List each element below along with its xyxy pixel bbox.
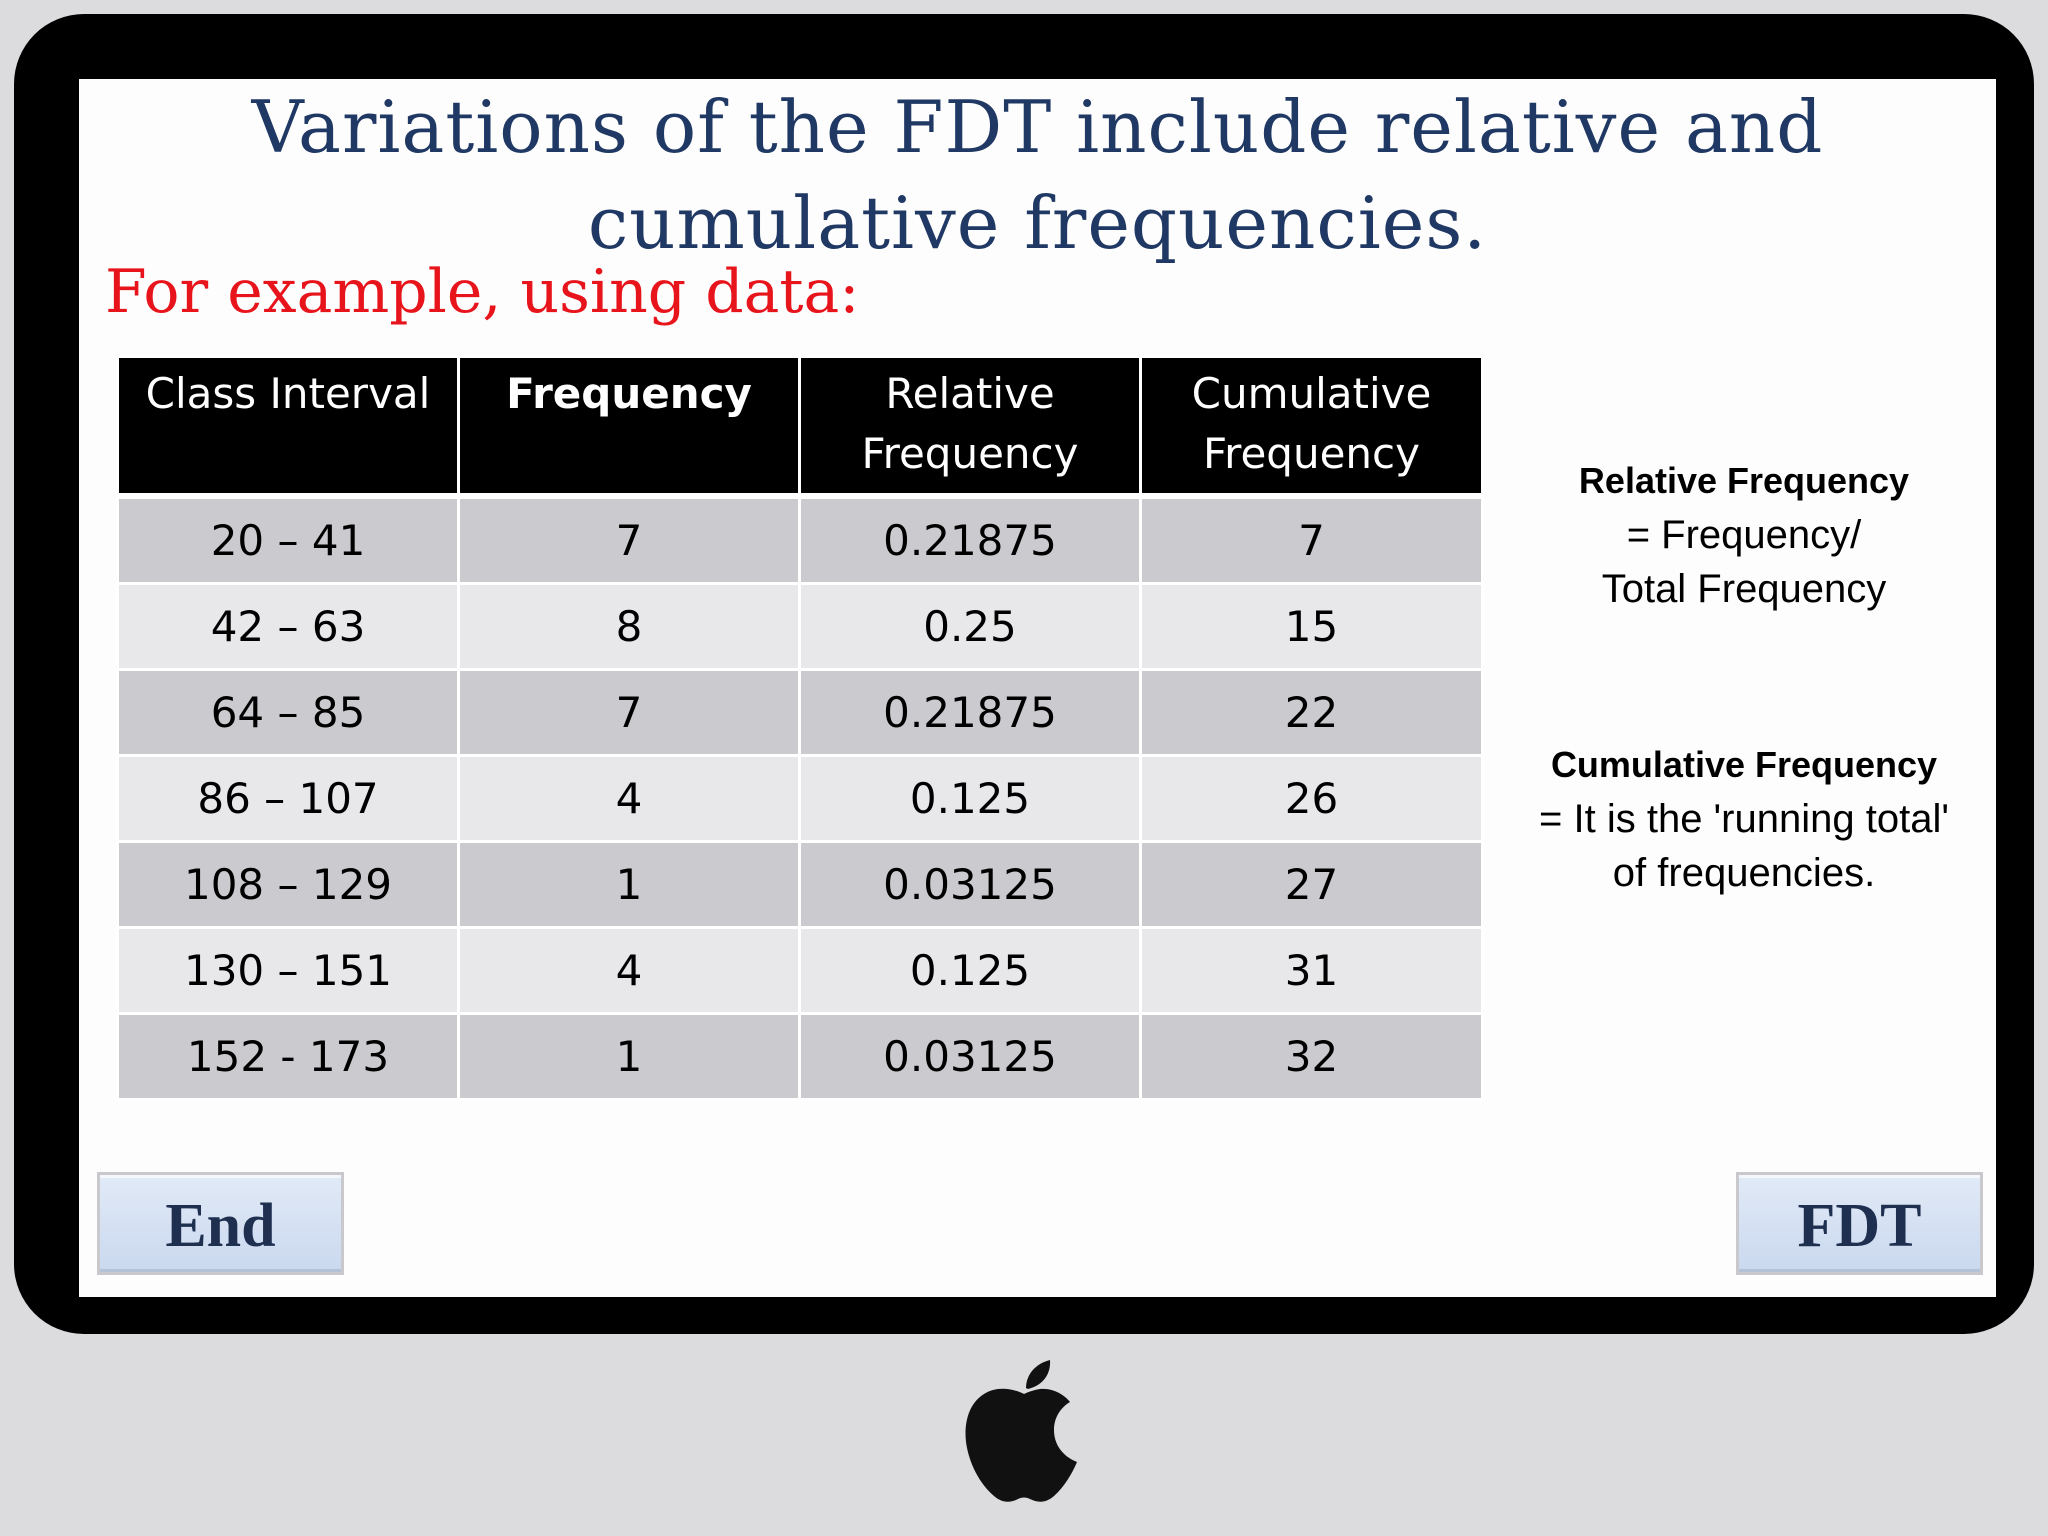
cell-frequency: 4 [459,755,800,841]
cell-frequency: 7 [459,496,800,584]
cell-relative-frequency: 0.25 [800,583,1141,669]
note-line: of frequencies. [1612,851,1876,895]
cell-relative-frequency: 0.21875 [800,669,1141,755]
note-line: = Frequency/ [1626,513,1862,557]
slide-title: Variations of the FDT include relative and cumulative frequencies. [251,85,1824,265]
cell-frequency: 1 [459,841,800,927]
note-line: Total Frequency [1601,567,1887,611]
header-line: Cumulative [1191,369,1432,418]
cell-frequency: 7 [459,669,800,755]
cell-frequency: 1 [459,1013,800,1099]
table-row [118,755,1483,841]
cell-cumulative-frequency: 32 [1141,1013,1483,1099]
cell-class-interval: 86 – 107 [118,755,459,841]
table-row [118,669,1483,755]
slide-screen [79,79,1996,1297]
header-line: Frequency [1203,429,1420,478]
cell-cumulative-frequency: 26 [1141,755,1483,841]
cell-cumulative-frequency: 27 [1141,841,1483,927]
end-button[interactable]: End [97,1172,344,1275]
cell-class-interval: 64 – 85 [118,669,459,755]
note-line: = It is the 'running total' [1539,797,1949,841]
note-heading: Cumulative Frequency [1550,744,1938,785]
header-frequency [459,357,800,496]
fdt-button[interactable]: FDT [1736,1172,1983,1275]
cell-class-interval: 20 – 41 [118,496,459,584]
header-line: Relative [885,369,1055,418]
cell-class-interval: 130 – 151 [118,927,459,1013]
table-row [118,841,1483,927]
header-relative-frequency [800,357,1141,496]
relative-frequency-note [1494,454,1994,616]
cell-relative-frequency: 0.03125 [800,841,1141,927]
table-row [118,496,1483,584]
header-line: Frequency [861,429,1079,478]
cell-class-interval: 108 – 129 [118,841,459,927]
header-line: Class Interval [145,369,431,418]
cell-class-interval: 42 – 63 [118,583,459,669]
header-line: Frequency [506,369,752,418]
frequency-distribution-table [116,355,1484,1101]
table-row [118,927,1483,1013]
header-class-interval [118,357,459,496]
cell-cumulative-frequency: 7 [1141,496,1483,584]
table-header-row [118,357,1483,496]
slide-subtitle: For example, using data: [105,257,860,327]
cell-cumulative-frequency: 22 [1141,669,1483,755]
cell-frequency: 4 [459,927,800,1013]
header-cumulative-frequency [1141,357,1483,496]
apple-logo-icon [962,1358,1086,1504]
cell-relative-frequency: 0.125 [800,927,1141,1013]
table-row [118,1013,1483,1099]
table-row [118,583,1483,669]
note-heading: Relative Frequency [1578,460,1910,501]
cell-cumulative-frequency: 15 [1141,583,1483,669]
cell-relative-frequency: 0.21875 [800,496,1141,584]
cell-relative-frequency: 0.03125 [800,1013,1141,1099]
cell-frequency: 8 [459,583,800,669]
cell-class-interval: 152 - 173 [118,1013,459,1099]
cumulative-frequency-note [1494,738,1994,900]
cell-cumulative-frequency: 31 [1141,927,1483,1013]
monitor-frame [14,14,2034,1334]
cell-relative-frequency: 0.125 [800,755,1141,841]
